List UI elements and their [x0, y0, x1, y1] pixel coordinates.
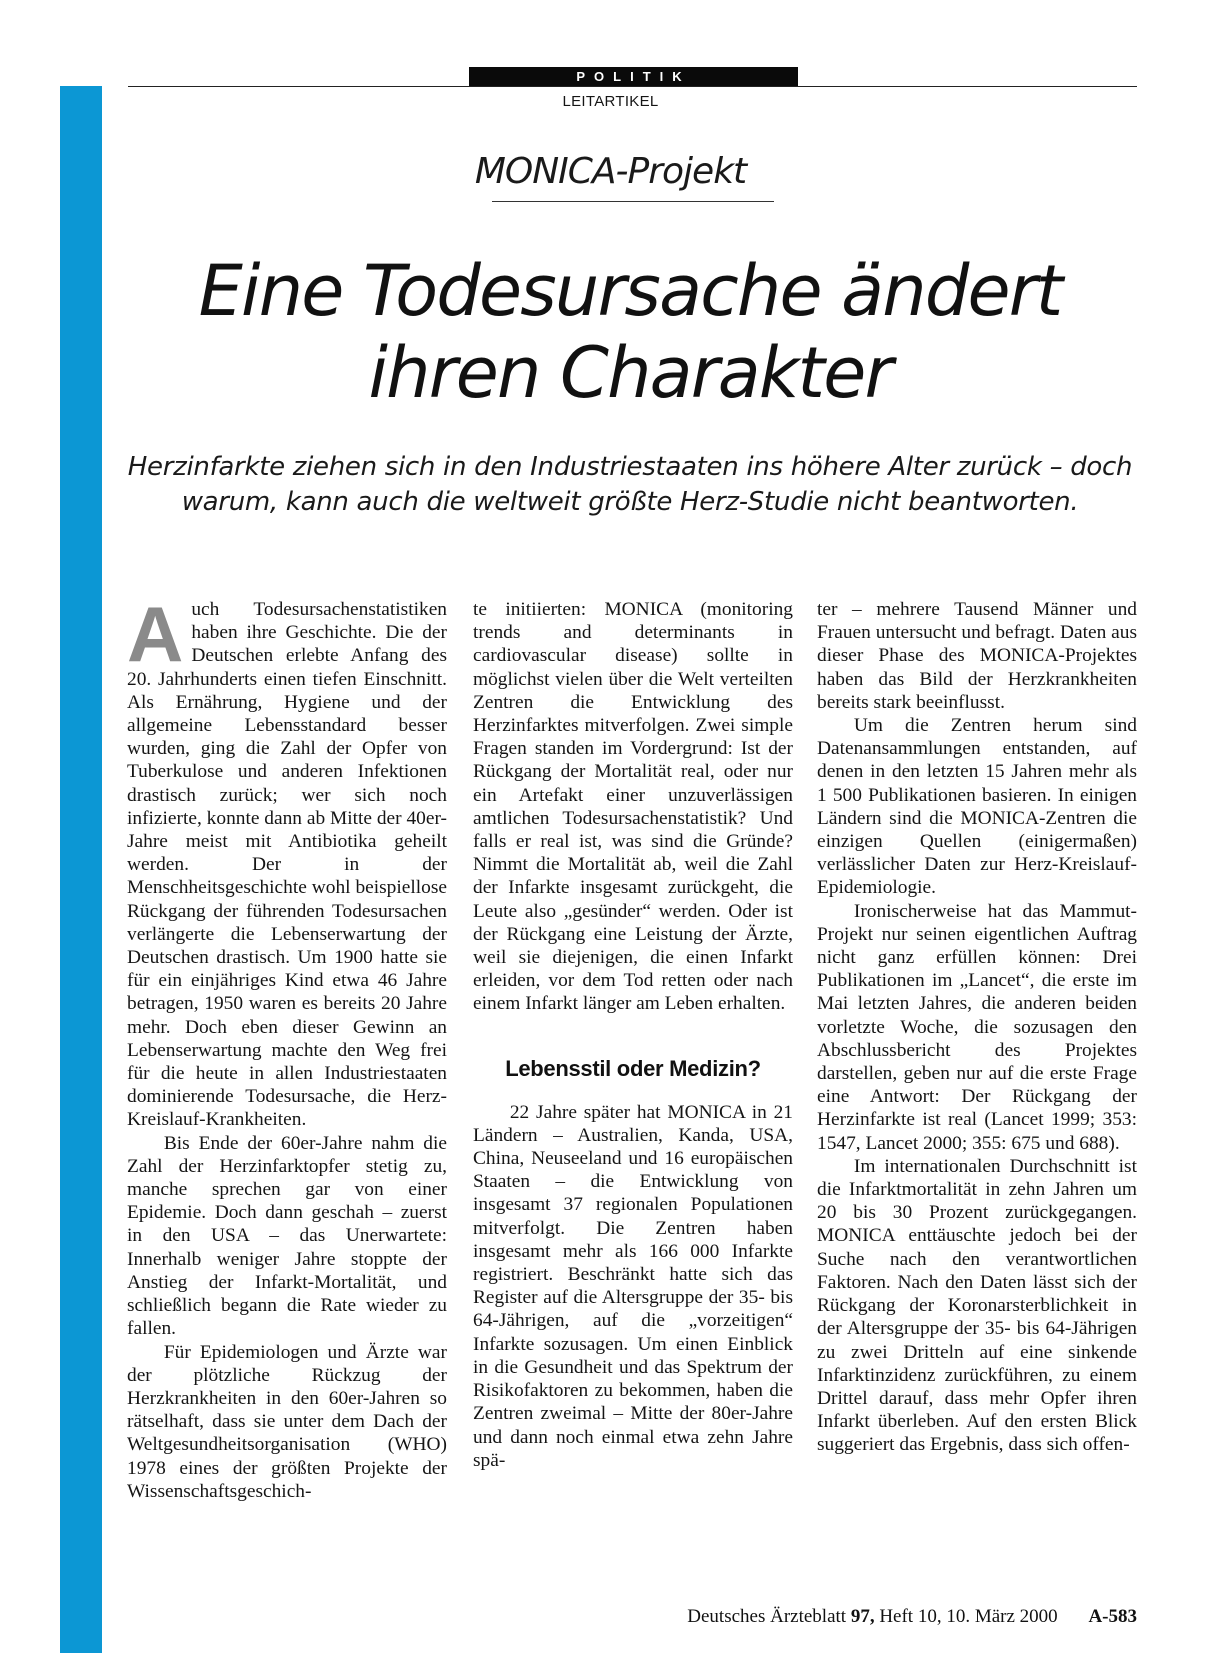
- paragraph: Um die Zentren herum sind Datenansammlungen entstanden, auf denen in den letzten 15 Jahren mehr als 1 500 Publikationen basieren. In einigen Ländern sind die MONICA-Zentren die einzigen Quellen (einigermaßen) verlässlicher Daten zur Herz-Kreislauf-Epidemiologie.: [817, 715, 1137, 899]
- text-column-3: [817, 598, 1137, 1457]
- article-kicker: MONICA-Projekt: [474, 151, 747, 192]
- paragraph: Bis Ende der 60er-Jahre nahm die Zahl der Herzinfarktopfer stetig zu, manche sprechen gar von einer Epidemie. Doch dann geschah – zuerst in den USA – das Unerwartete: Innerhalb weniger Jahre stoppte der Anstieg der Infarkt-Mortalität, und schließlich begann die Rate wieder zu fallen.: [127, 1132, 447, 1340]
- journal-volume: 97,: [850, 1606, 875, 1627]
- journal-name: Deutsches Ärzteblatt: [687, 1606, 847, 1627]
- side-color-bar: [60, 86, 102, 1653]
- section-label: POLITIK: [469, 67, 798, 87]
- page-number: A-583: [1088, 1606, 1137, 1627]
- paragraph: Ironischerweise hat das Mammut-Projekt nur seinen eigentlichen Auftrag nicht ganz erfüllen können: Drei Publikationen im „Lancet“, die erste im Mai letzten Jahres, die anderen beiden vorletzte Woche, die sozusagen den Abschlussbericht des Projektes darstellen, geben nur auf die erste Frage eine Antwort: Der Rückgang der Herzinfarkte ist real (Lancet 1999; 353: 1547, Lancet 2000; 355: 675 und 688).: [817, 900, 1137, 1154]
- text-column-2: [473, 598, 793, 1472]
- paragraph: 22 Jahre später hat MONICA in 21 Ländern – Australien, Kanda, USA, China, Neuseeland und 16 europäischen Staaten – die Entwicklung von insgesamt 37 regionalen Populationen mitverfolgt. Die Zentren haben insgesamt mehr als 166 000 Infarkte registriert. Beschränkt hatte sich das Register auf die Altersgruppe der 35- bis 64-Jährigen, auf die „vorzeitigen“ Infarkte sozusagen. Um einen Einblick in die Gesundheit und das Spektrum der Risikofaktoren zu bekommen, haben die Zentren zweimal – Mitte der 80er-Jahre und dann noch einmal etwa zehn Jahre spä-: [473, 1101, 793, 1471]
- header-rule: [128, 86, 1137, 87]
- paragraph: te initiierten: MONICA (monitoring trends and determinants in cardiovascular disease) sollte in möglichst vielen über die Welt verteilten Zentren die Entwicklung des Herzinfarktes mitverfolgen. Zwei simple Fragen standen im Vordergrund: Ist der Rückgang der Mortalität real, oder nur ein Artefakt einer unzuverlässigen amtlichen Todesursachenstatistik? Und falls er real ist, was sind die Gründe? Nimmt die Mortalität ab, weil die Zahl der Infarkte insgesamt zurückgeht, die Leute also „gesünder“ werden. Oder ist der Rückgang eine Leistung der Ärzte, weil sie diejenigen, die einen Infarkt erleiden, vor dem Tod retten oder nach einem Infarkt länger am Leben erhalten.: [473, 599, 793, 1015]
- text-column-1: [127, 590, 447, 1503]
- subsection-label: LEITARTIKEL: [562, 93, 659, 110]
- drop-cap: A: [127, 590, 184, 678]
- article-lead: [120, 450, 1140, 520]
- paragraph: [127, 590, 447, 1132]
- headline-line-1: Eine Todesursache ändert: [198, 250, 1062, 332]
- section-subheading: Lebensstil oder Medizin?: [505, 1055, 761, 1081]
- journal-issue: Heft 10, 10. März 2000: [879, 1606, 1058, 1627]
- lead-line-1: Herzinfarkte ziehen sich in den Industriestaaten ins höhere Alter zurück – doch: [127, 452, 1133, 482]
- paragraph-text: uch Todesursachenstatistiken haben ihre Geschichte. Die der Deutschen erlebte Anfang des 20. Jahrhunderts einen tiefen Einschnitt. Als Ernährung, Hygiene und der allgemeine Lebensstandard besser wurden, ging die Zahl der Opfer von Tuberkulose und anderen Infektionen drastisch zurück; wer sich noch infizierte, konnte dann ab Mitte der 40er-Jahre meist mit Antibiotika geheilt werden. Der in der Menschheitsgeschichte wohl beispiellose Rückgang der führenden Todesursachen verlängerte die Lebenserwartung der Deutschen drastisch. Um 1900 hatte sie für ein einjähriges Kind etwa 46 Jahre betragen, 1950 waren es bereits 20 Jahre mehr. Doch eben dieser Gewinn an Lebenserwartung machte den Weg frei für die heute in allen Industriestaaten dominierende Todesursache, die Herz-Kreislauf-Krankheiten.: [127, 599, 447, 1131]
- kicker-underline: [492, 201, 774, 202]
- paragraph: Im internationalen Durchschnitt ist die Infarktmortalität in zehn Jahren um 20 bis 30 Prozent zurückgegangen. MONICA enttäuschte jedoch bei der Suche nach den verantwortlichen Faktoren. Nach den Daten lässt sich der Rückgang der Koronarsterblichkeit in der Altersgruppe der 35- bis 64-Jährigen zu zwei Dritteln auf eine sinkende Infarktinzidenz zurückführen, zu einem Drittel darauf, dass mehr Opfer ihren Infarkt überleben. Auf den ersten Blick suggeriert das Ergebnis, dass sich offen-: [817, 1155, 1137, 1456]
- page-footer: [600, 1605, 1137, 1629]
- paragraph: Für Epidemiologen und Ärzte war der plötzliche Rückzug der Herzkrankheiten in den 60er-Jahren so rätselhaft, dass sie unter dem Dach der Weltgesundheitsorganisation (WHO) 1978 eines der größten Projekte der Wissenschaftsgeschich-: [127, 1341, 447, 1502]
- article-headline: [100, 250, 1160, 414]
- headline-line-2: ihren Charakter: [368, 332, 892, 414]
- lead-line-2: warum, kann auch die weltweit größte Herz-Studie nicht beantworten.: [181, 487, 1079, 517]
- paragraph: ter – mehrere Tausend Männer und Frauen untersucht und befragt. Daten aus dieser Phase des MONICA-Projektes haben das Bild der Herzkrankheiten bereits stark beeinflusst.: [817, 599, 1137, 713]
